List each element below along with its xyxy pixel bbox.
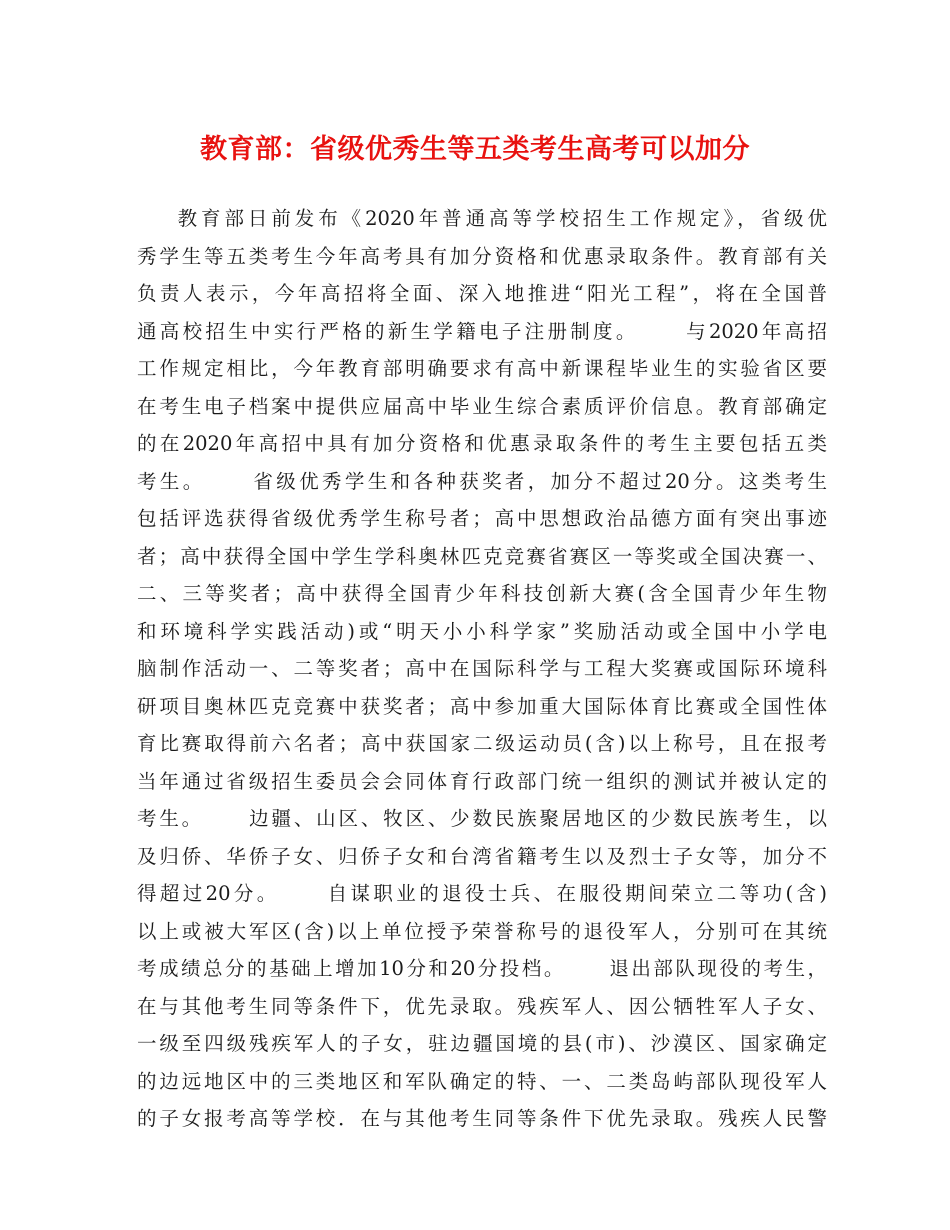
body-line: 者；高中获得全国中学生学科奥林匹克竞赛省赛区一等奖或全国决赛一、 — [137, 544, 827, 568]
body-line: 育比赛取得前六名者；高中获国家二级运动员(含)以上称号，且在报考 — [137, 732, 827, 755]
body-line: 教育部日前发布《2020年普通高等学校招生工作规定》，省级优 — [137, 207, 827, 230]
body-line: 负责人表示，今年高招将全面、深入地推进“阳光工程”，将在全国普 — [137, 282, 827, 305]
body-line: 考生。 边疆、山区、牧区、少数民族聚居地区的少数民族考生，以 — [137, 807, 827, 830]
body-line: 在考生电子档案中提供应届高中毕业生综合素质评价信息。教育部确定 — [137, 394, 827, 418]
body-line: 二、三等奖者；高中获得全国青少年科技创新大赛(含全国青少年生物 — [137, 582, 827, 605]
body-line: 一级至四级残疾军人的子女，驻边疆国境的县(市)、沙漠区、国家确定 — [137, 1032, 827, 1055]
body-line: 当年通过省级招生委员会会同体育行政部门统一组织的测试并被认定的 — [137, 769, 827, 793]
body-line: 在与其他考生同等条件下，优先录取。残疾军人、因公牺牲军人子女、 — [137, 994, 827, 1018]
body-line: 考成绩总分的基础上增加10分和20分投档。 退出部队现役的考生， — [137, 957, 827, 980]
body-line: 和环境科学实践活动)或“明天小小科学家”奖励活动或全国中小学电 — [137, 619, 827, 643]
body-line: 的在2020年高招中具有加分资格和优惠录取条件的考生主要包括五类 — [137, 432, 827, 455]
body-line: 以上或被大军区(含)以上单位授予荣誉称号的退役军人，分别可在其统 — [137, 919, 827, 943]
body-line: 脑制作活动一、二等奖者；高中在国际科学与工程大奖赛或国际环境科 — [137, 657, 827, 680]
body-line: 及归侨、华侨子女、归侨子女和台湾省籍考生以及烈士子女等，加分不 — [137, 844, 827, 868]
body-line: 得超过20分。 自谋职业的退役士兵、在服役期间荣立二等功(含) — [137, 882, 827, 905]
body-line: 秀学生等五类考生今年高考具有加分资格和优惠录取条件。教育部有关 — [137, 244, 827, 268]
body-line: 研项目奥林匹克竞赛中获奖者；高中参加重大国际体育比赛或全国性体 — [137, 694, 827, 718]
document-body — [137, 200, 827, 1138]
body-line: 通高校招生中实行严格的新生学籍电子注册制度。 与2020年高招 — [137, 319, 827, 343]
body-line: 包括评选获得省级优秀学生称号者；高中思想政治品德方面有突出事迹 — [137, 507, 827, 530]
body-line: 工作规定相比，今年教育部明确要求有高中新课程毕业生的实验省区要 — [137, 357, 827, 380]
document-title: 教育部：省级优秀生等五类考生高考可以加分 — [200, 134, 750, 165]
body-line: 考生。 省级优秀学生和各种获奖者，加分不超过20分。这类考生 — [137, 469, 827, 493]
body-line: 的边远地区中的三类地区和军队确定的特、一、二类岛屿部队现役军人 — [137, 1069, 827, 1093]
body-line: 的子女报考高等学校．在与其他考生同等条件下优先录取。残疾人民警 — [137, 1107, 827, 1130]
